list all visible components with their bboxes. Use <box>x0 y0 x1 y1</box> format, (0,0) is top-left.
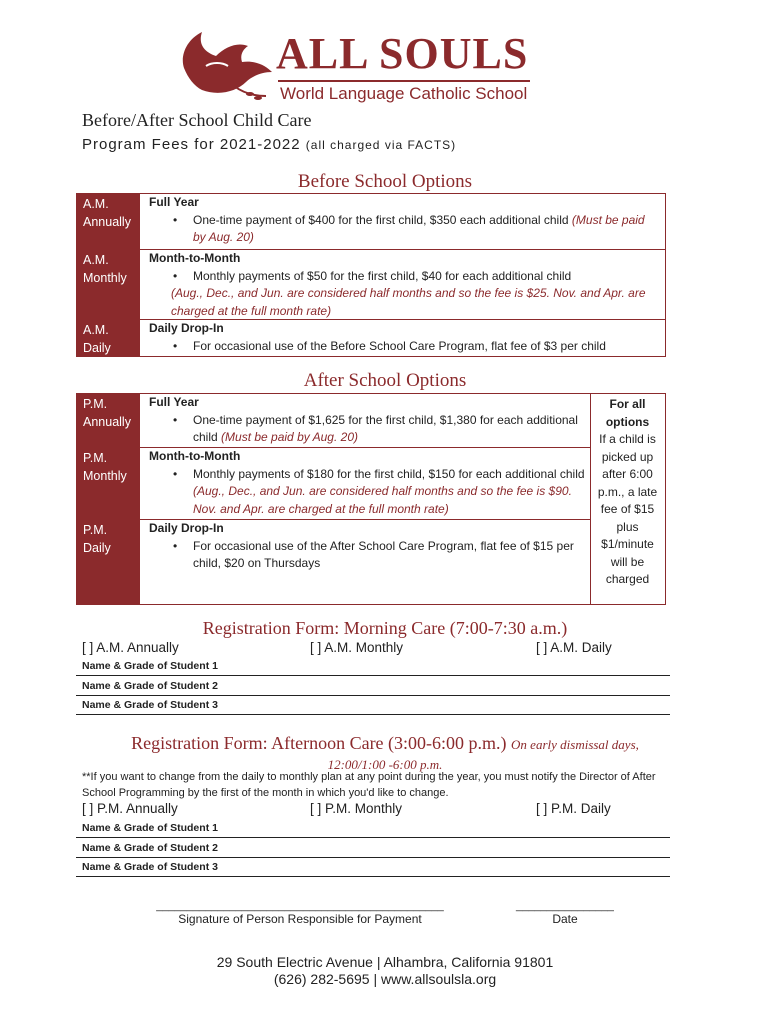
row-title: Month-to-Month <box>149 251 241 265</box>
footer-address: 29 South Electric Avenue | Alhambra, California 91801 <box>216 954 554 970</box>
row-title: Daily Drop-In <box>149 521 224 535</box>
before-row-monthly <box>77 249 665 320</box>
row-content <box>149 448 585 518</box>
morning-registration-heading: Registration Form: Morning Care (7:00-7:30 a.m.) <box>202 618 568 638</box>
date-label: Date <box>552 912 578 926</box>
date-line[interactable]: ________________ <box>516 900 614 912</box>
row-title: Daily Drop-In <box>149 321 224 335</box>
row-bullet: • One-time payment of $400 for the first child, $350 each additional child (Must be paid by Aug. 20) <box>173 212 645 244</box>
pm-daily-checkbox[interactable]: [ ] P.M. Daily <box>536 801 611 816</box>
am-student-1-field[interactable]: Name & Grade of Student 1 <box>76 657 670 676</box>
row-title: Full Year <box>149 195 199 209</box>
logo-subtitle: World Language Catholic School <box>280 84 528 103</box>
logo-name: ALL SOULS <box>276 29 529 78</box>
dove-icon <box>176 26 276 110</box>
program-fees-label: Program Fees for 2021-2022 <box>82 136 301 153</box>
row-label: A.M. Annually <box>77 194 140 249</box>
document-title: Before/After School Child Care <box>82 110 312 130</box>
row-note: (Aug., Dec., and Jun. are considered half months and so the fee is $25. Nov. and Apr. are charged at the full month rate) <box>171 286 646 318</box>
am-daily-checkbox[interactable]: [ ] A.M. Daily <box>536 640 612 655</box>
signature-block <box>150 900 450 926</box>
after-row-daily <box>77 519 590 605</box>
row-label: P.M. Monthly <box>77 448 140 520</box>
signature-line[interactable]: _______________________________________________ <box>156 900 444 912</box>
after-school-table <box>76 393 666 605</box>
after-row-monthly <box>77 447 590 520</box>
plan-change-notice: **If you want to change from the daily to monthly plan at any point during the year, you must notify the Director of After School Programming by the first of the month in which you'd like to change. <box>82 771 656 799</box>
row-bullet: • For occasional use of the After School Care Program, flat fee of $15 per child, $20 on Thursdays <box>173 538 574 570</box>
am-annually-checkbox[interactable]: [ ] A.M. Annually <box>82 640 179 655</box>
logo-divider <box>278 80 530 82</box>
pm-student-3-field[interactable]: Name & Grade of Student 3 <box>76 858 670 877</box>
school-logo <box>176 26 546 110</box>
after-school-heading: After School Options <box>303 370 467 391</box>
row-content <box>149 250 659 320</box>
early-dismissal-hours: 12:00/1:00 -6:00 p.m. <box>327 757 443 772</box>
row-label: P.M. Daily <box>77 520 140 605</box>
early-dismissal-note: On early dismissal days, <box>511 737 639 752</box>
program-fees-note: (all charged via FACTS) <box>305 138 457 152</box>
before-row-annually <box>77 194 665 249</box>
document-subtitle <box>82 136 456 153</box>
am-student-2-field[interactable]: Name & Grade of Student 2 <box>76 677 670 696</box>
pm-monthly-checkbox[interactable]: [ ] P.M. Monthly <box>310 801 403 816</box>
after-row-annually <box>77 394 590 447</box>
afternoon-registration-heading: Registration Form: Afternoon Care (3:00-6:00 p.m.) On early dismissal days, <box>131 733 639 753</box>
row-label: P.M. Annually <box>77 394 140 447</box>
pm-student-1-field[interactable]: Name & Grade of Student 1 <box>76 819 670 838</box>
pm-student-2-field[interactable]: Name & Grade of Student 2 <box>76 839 670 858</box>
row-content <box>149 320 659 355</box>
row-content <box>149 520 585 573</box>
before-row-daily <box>77 319 665 357</box>
am-student-3-field[interactable]: Name & Grade of Student 3 <box>76 696 670 715</box>
late-fee-title: For all options <box>605 397 650 429</box>
date-block <box>515 900 615 926</box>
am-monthly-checkbox[interactable]: [ ] A.M. Monthly <box>310 640 404 655</box>
row-title: Full Year <box>149 395 199 409</box>
before-school-heading: Before School Options <box>297 171 473 192</box>
row-title: Month-to-Month <box>149 449 241 463</box>
row-bullet: • Monthly payments of $180 for the first child, $150 for each additional child (Aug., Dec., and Jun. are considered half months and so the fee is $90. Nov. and Apr. are charged at the full month rate) <box>173 466 585 516</box>
row-label: A.M. Monthly <box>77 250 140 320</box>
row-bullet: • One-time payment of $1,625 for the first child, $1,380 for each additional child (Must be paid by Aug. 20) <box>173 412 578 444</box>
late-fee-text: If a child is picked up after 6:00 p.m., a late fee of $15 plus $1/minute will be charged <box>597 432 658 586</box>
signature-label: Signature of Person Responsible for Payment <box>178 912 422 926</box>
late-fee-note <box>590 394 664 604</box>
row-content <box>149 394 585 447</box>
before-school-table <box>76 193 666 357</box>
footer-contact: (626) 282-5695 | www.allsoulsla.org <box>273 971 497 987</box>
pm-annually-checkbox[interactable]: [ ] P.M. Annually <box>82 801 178 816</box>
row-content <box>149 194 659 247</box>
row-label: A.M. Daily <box>77 320 140 357</box>
row-bullet: • Monthly payments of $50 for the first child, $40 for each additional child <box>173 268 572 283</box>
row-bullet: • For occasional use of the Before School Care Program, flat fee of $3 per child <box>173 338 606 353</box>
